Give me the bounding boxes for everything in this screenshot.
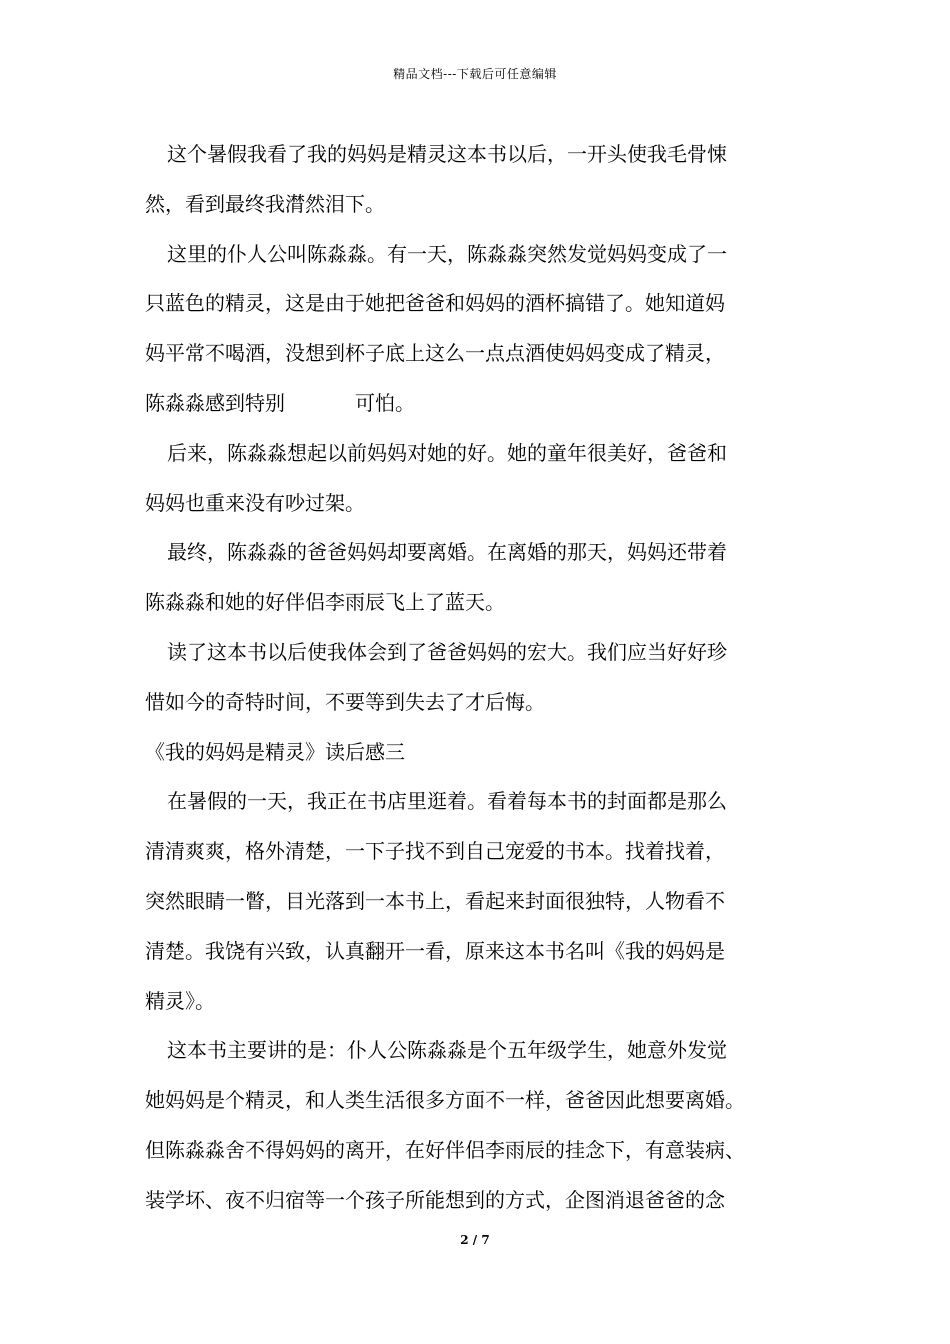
text-line: 她妈妈是个精灵，和人类生活很多方面不一样，爸爸因此想要离婚。 [145,1088,745,1113]
text-line: 妈妈也重来没有吵过架。 [145,490,365,515]
text-line: 在暑假的一天，我正在书店里逛着。看着每本书的封面都是那么 [167,789,727,814]
text-line: 只蓝色的精灵，这是由于她把爸爸和妈妈的酒杯搞错了。她知道妈 [145,291,725,316]
text-line: 精灵》。 [145,988,215,1013]
text-line: 这本书主要讲的是：仆人公陈淼淼是个五年级学生，她意外发觉 [167,1038,727,1063]
page-header: 精品文档---下载后可任意编辑 [393,67,557,81]
text-line: 突然眼睛一瞥，目光落到一本书上，看起来封面很独特，人物看不 [145,888,725,913]
text-line: 清楚。我饶有兴致，认真翻开一看，原来这本书名叫《我的妈妈是 [145,938,725,963]
section-title: 《我的妈妈是精灵》读后感三 [145,739,405,764]
text-line: 后来，陈淼淼想起以前妈妈对她的好。她的童年很美好，爸爸和 [167,440,727,465]
text-line: 清清爽爽，格外清楚，一下子找不到自己宠爱的书本。找着找着， [145,839,725,864]
text-line: 这里的仆人公叫陈淼淼。有一天，陈淼淼突然发觉妈妈变成了一 [167,241,727,266]
text-line: 读了这本书以后使我体会到了爸爸妈妈的宏大。我们应当好好珍 [167,639,727,664]
text-line: 但陈淼淼舍不得妈妈的离开，在好伴侣李雨辰的挂念下，有意装病、 [145,1137,745,1162]
text-line: 这个暑假我看了我的妈妈是精灵这本书以后，一开头使我毛骨悚 [167,142,727,166]
text-line: 然，看到最终我潸然泪下。 [145,191,385,216]
text-line: 妈平常不喝酒，没想到杯子底上这么一点点酒使妈妈变成了精灵， [145,341,725,366]
text-fragment: 陈淼淼感到特别 [145,390,285,415]
text-line: 惜如今的奇特时间，不要等到失去了才后悔。 [145,689,545,714]
text-line: 陈淼淼和她的好伴侣李雨辰飞上了蓝天。 [145,590,505,615]
document-body [145,130,815,1226]
text-line: 最终，陈淼淼的爸爸妈妈却要离婚。在离婚的那天，妈妈还带着 [167,540,727,565]
page-number: 2 / 7 [460,1233,490,1247]
text-line [145,379,815,429]
text-line: 装学坏、夜不归宿等一个孩子所能想到的方式，企图消退爸爸的念 [145,1187,725,1212]
text-fragment: 可怕。 [355,390,415,415]
